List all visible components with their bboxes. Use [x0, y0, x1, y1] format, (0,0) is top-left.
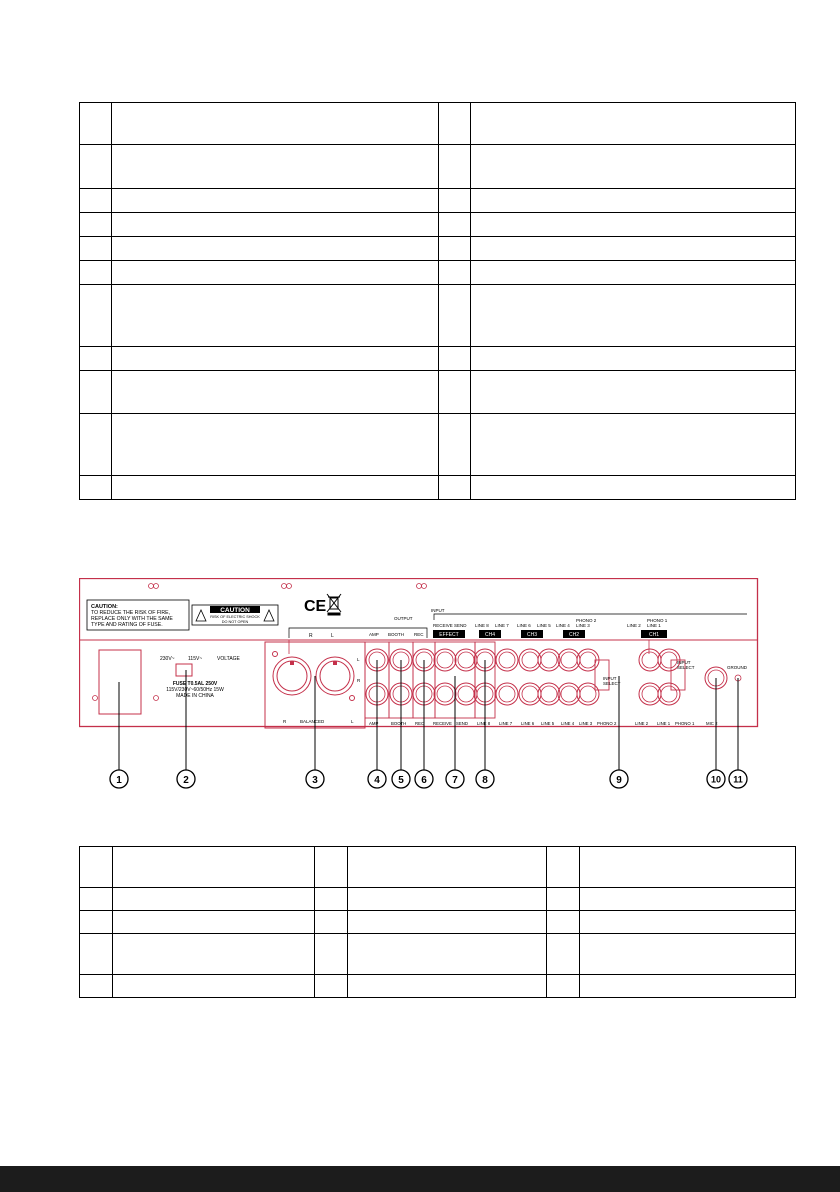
caution-sub-1: RISK OF ELECTRIC SHOCK: [210, 615, 260, 619]
fuse-line-2: 115V/230V~60/50Hz 15W: [166, 687, 224, 693]
bottom-table: [79, 846, 796, 998]
ch4-label: CH4: [484, 632, 496, 638]
top-line3: LINE 3: [576, 623, 590, 628]
top-line5: LINE 5: [537, 623, 551, 628]
callout-4: 4: [374, 775, 380, 786]
top-line8: LINE 8: [475, 623, 489, 628]
table-row: [80, 145, 796, 189]
output-label: OUTPUT: [394, 616, 413, 621]
mic-label: MIC 2: [706, 721, 718, 726]
out-booth-top: BOOTH: [388, 632, 405, 637]
input-select-1a: INPUT: [603, 676, 617, 681]
top-line1: LINE 1: [647, 623, 661, 628]
effect-receive-top: RECEIVE: [433, 623, 453, 628]
bottom-line4: LINE 4: [561, 721, 575, 726]
callout-10: 10: [710, 774, 722, 785]
voltage-230: 230V~: [160, 656, 175, 662]
table-row: [80, 934, 796, 975]
caution-line-3: REPLACE ONLY WITH THE SAME: [91, 616, 173, 622]
fuse-line-3: MADE IN CHINA: [176, 693, 214, 699]
top-phono1: PHONO 1: [647, 618, 668, 623]
bottom-line3: LINE 3: [579, 721, 593, 726]
ce-mark: CE: [304, 598, 327, 615]
voltage-label: VOLTAGE: [217, 656, 240, 662]
bottom-line5: LINE 5: [541, 721, 555, 726]
caution-line-1: CAUTION:: [91, 604, 118, 610]
balanced-label: BALANCED: [300, 719, 325, 724]
out-booth-bottom: BOOTH: [391, 721, 407, 726]
table-row: [80, 189, 796, 213]
out-rec-bottom: REC: [415, 721, 425, 726]
table-row: [80, 371, 796, 414]
rear-panel-diagram: [79, 578, 795, 790]
top-line6: LINE 6: [517, 623, 531, 628]
effect-label: EFFECT: [439, 632, 459, 638]
bottom-line6: LINE 6: [521, 721, 535, 726]
input-label: INPUT: [431, 608, 445, 613]
callout-6: 6: [421, 775, 427, 786]
balanced-side-r: R: [357, 678, 361, 683]
input-select-2a: INPUT: [677, 660, 691, 665]
bottom-line1: LINE 1: [657, 721, 671, 726]
top-line7: LINE 7: [495, 623, 509, 628]
input-select-1b: SELECT: [603, 681, 621, 686]
top-table: [79, 102, 796, 500]
callout-9: 9: [616, 775, 622, 786]
table-row: [80, 347, 796, 371]
balanced-side-l: L: [357, 657, 360, 662]
callout-5: 5: [398, 775, 404, 786]
out-rec-top: REC: [414, 632, 424, 637]
bottom-line2: LINE 2: [635, 721, 649, 726]
ground-label: GROUND: [727, 665, 747, 670]
caution-line-4: TYPE AND RATING OF FUSE.: [91, 622, 163, 628]
callout-1: 1: [116, 775, 122, 786]
effect-receive-bottom: RECEIVE: [433, 721, 452, 726]
table-row: [80, 476, 796, 500]
callout-2: 2: [183, 775, 189, 786]
ch1-label: CH1: [648, 632, 660, 638]
table-row: [80, 103, 796, 145]
table-row: [80, 847, 796, 888]
caution-line-2: TO REDUCE THE RISK OF FIRE,: [91, 610, 171, 616]
table-row: [80, 975, 796, 998]
callout-3: 3: [312, 775, 318, 786]
fuse-line-1: FUSE T0.5AL 250V: [172, 681, 218, 687]
balanced-top-r: R: [309, 633, 313, 639]
balanced-r: R: [283, 719, 287, 724]
callout-markers: [110, 770, 747, 788]
table-row: [80, 888, 796, 911]
top-line4: LINE 4: [556, 623, 570, 628]
callout-7: 7: [452, 775, 458, 786]
callout-11: 11: [733, 774, 743, 785]
out-amp-bottom: AMP: [369, 721, 379, 726]
page-footer-bar: [0, 1166, 840, 1192]
table-row: [80, 213, 796, 237]
input-select-2b: SELECT: [677, 665, 695, 670]
top-line2: LINE 2: [627, 623, 641, 628]
caution-sub-2: DO NOT OPEN: [221, 620, 249, 624]
effect-send-top: SEND: [454, 623, 467, 628]
rear-panel-svg: [79, 578, 795, 790]
balanced-top-l: L: [331, 633, 334, 639]
ch2-label: CH2: [568, 632, 580, 638]
bottom-line7: LINE 7: [499, 721, 513, 726]
bottom-phono1: PHONO 1: [675, 721, 695, 726]
effect-send-bottom: SEND: [456, 721, 468, 726]
ch3-label: CH3: [526, 632, 538, 638]
balanced-l: L: [351, 719, 354, 724]
table-row: [80, 237, 796, 261]
table-row: [80, 285, 796, 347]
voltage-115: 115V~: [188, 656, 203, 662]
callout-8: 8: [482, 775, 488, 786]
table-row: [80, 261, 796, 285]
bottom-phono2: PHONO 2: [597, 721, 617, 726]
table-row: [80, 911, 796, 934]
caution-title: CAUTION: [220, 607, 250, 614]
top-phono2: PHONO 2: [576, 618, 597, 623]
table-row: [80, 414, 796, 476]
bottom-line8: LINE 8: [477, 721, 491, 726]
out-amp-top: AMP: [369, 632, 379, 637]
panel-outline: [80, 579, 758, 727]
